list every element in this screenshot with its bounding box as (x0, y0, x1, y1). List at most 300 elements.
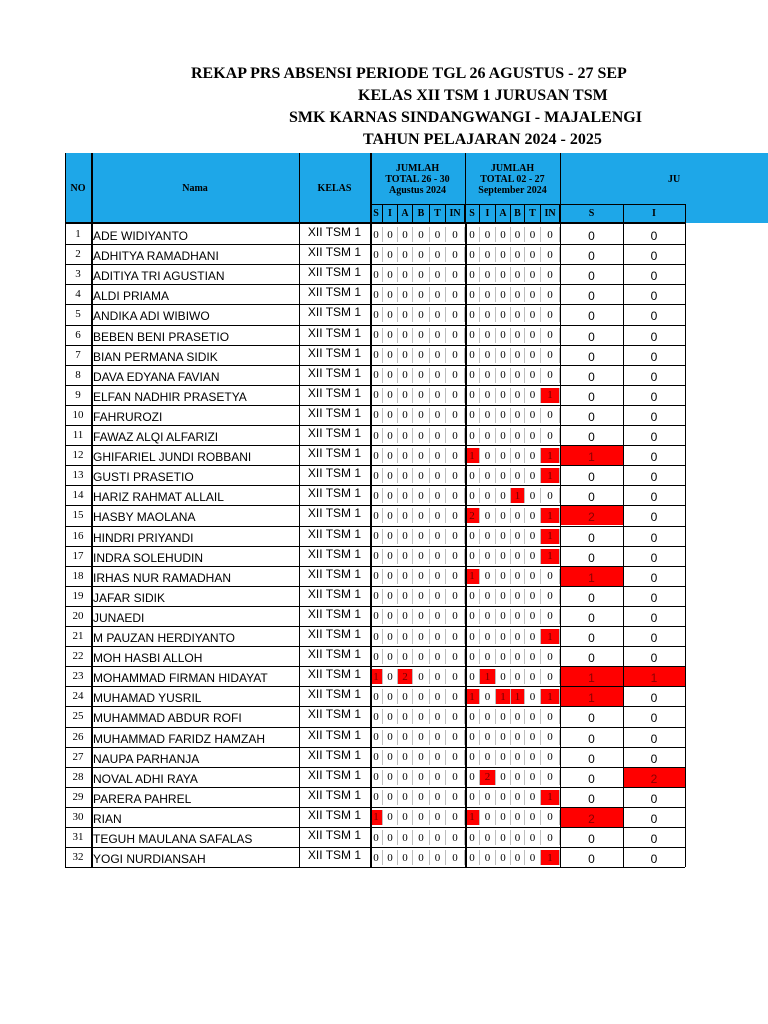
count-september-t: 0 (525, 247, 541, 262)
row-rule (65, 546, 685, 547)
count-agustus-s: 1 (370, 669, 383, 684)
row-number: 27 (72, 750, 84, 763)
table-border-left (65, 153, 66, 867)
row-number: 9 (75, 388, 81, 401)
count-september-s: 0 (465, 468, 480, 483)
subheader-september-t: T (525, 205, 541, 222)
count-september-a: 0 (496, 669, 511, 684)
count-agustus-a: 0 (398, 448, 413, 463)
count-september-b: 0 (511, 287, 525, 302)
count-agustus-a: 0 (398, 830, 413, 845)
count-september-in: 0 (541, 589, 560, 604)
count-agustus-in: 0 (446, 508, 465, 523)
count-september-s: 0 (465, 267, 480, 282)
total-i: 0 (650, 751, 658, 766)
count-agustus-i: 0 (383, 609, 398, 624)
total-s: 0 (588, 470, 595, 485)
count-september-s: 0 (465, 368, 480, 383)
count-september-a: 0 (496, 267, 511, 282)
count-agustus-i: 0 (383, 307, 398, 322)
header-rule-bottom (65, 222, 685, 224)
class-title: KELAS XII TSM 1 JURUSAN TSM (358, 87, 608, 104)
row-rule (65, 445, 685, 446)
total-s: 0 (588, 631, 595, 645)
row-number: 7 (75, 348, 81, 361)
row-rule (65, 626, 685, 627)
count-agustus-a: 0 (398, 569, 413, 584)
count-agustus-a: 0 (398, 850, 413, 865)
table-row (65, 847, 685, 867)
student-class: XII TSM 1 (307, 627, 362, 641)
count-september-in: 0 (541, 569, 560, 584)
row-number: 19 (72, 589, 84, 602)
count-september-a: 0 (496, 549, 511, 564)
count-september-b: 0 (511, 669, 525, 684)
count-september-t: 0 (525, 408, 541, 423)
count-agustus-i: 0 (383, 709, 398, 724)
count-agustus-i: 0 (383, 287, 398, 302)
column-divider (465, 222, 467, 867)
total-i: 0 (650, 711, 658, 726)
count-agustus-a: 0 (398, 649, 413, 664)
student-class: XII TSM 1 (307, 848, 362, 863)
count-agustus-b: 0 (413, 287, 430, 302)
table-row (65, 264, 685, 284)
count-agustus-b: 0 (413, 348, 430, 363)
count-agustus-i: 0 (383, 750, 398, 765)
count-september-a: 0 (496, 448, 511, 463)
student-name: HASBY MAOLANA (93, 510, 196, 525)
count-september-b: 0 (511, 629, 525, 644)
student-class: XII TSM 1 (307, 546, 362, 561)
count-september-t: 0 (525, 529, 541, 544)
student-name: IRHAS NUR RAMADHAN (93, 570, 232, 585)
count-september-in: 0 (541, 730, 560, 745)
total-i: 0 (650, 490, 658, 505)
count-september-a: 0 (496, 770, 511, 785)
row-rule (65, 465, 685, 466)
count-september-b: 0 (511, 649, 525, 664)
student-name: INDRA SOLEHUDIN (93, 550, 204, 565)
table-row (65, 767, 685, 787)
count-september-i: 0 (480, 448, 496, 463)
count-agustus-b: 0 (413, 730, 430, 745)
table-row (65, 284, 685, 304)
student-class: XII TSM 1 (307, 606, 362, 621)
count-september-s: 0 (465, 850, 480, 865)
count-agustus-t: 0 (430, 609, 446, 624)
row-rule (65, 526, 685, 527)
count-september-a: 0 (496, 830, 511, 845)
count-agustus-a: 0 (398, 689, 413, 704)
count-agustus-t: 0 (430, 770, 446, 785)
count-agustus-b: 0 (413, 267, 430, 282)
header-kelas: KELAS (317, 182, 352, 194)
count-september-b: 1 (511, 488, 525, 503)
row-number: 32 (72, 851, 84, 864)
row-number: 2 (75, 248, 81, 261)
total-i: 0 (650, 269, 658, 284)
count-september-i: 0 (480, 508, 496, 523)
table-row (65, 566, 685, 586)
count-agustus-i: 0 (383, 468, 398, 483)
count-agustus-b: 0 (413, 649, 430, 664)
student-class: XII TSM 1 (307, 787, 362, 802)
count-agustus-t: 0 (430, 649, 446, 664)
count-agustus-in: 0 (446, 730, 465, 745)
count-agustus-s: 0 (370, 267, 383, 282)
row-rule (65, 385, 685, 386)
table-row (65, 666, 685, 686)
total-i: 0 (650, 349, 658, 364)
student-class: XII TSM 1 (307, 667, 362, 682)
total-s: 0 (588, 731, 595, 746)
table-row (65, 405, 685, 425)
count-september-s: 1 (465, 689, 480, 704)
total-s: 0 (588, 329, 595, 344)
count-september-t: 0 (525, 830, 541, 845)
count-september-i: 2 (480, 770, 496, 785)
student-name: HINDRI PRIYANDI (93, 530, 194, 545)
count-agustus-b: 0 (413, 750, 430, 765)
total-i: 0 (650, 309, 658, 324)
count-september-i: 0 (480, 609, 496, 624)
count-agustus-t: 0 (430, 689, 446, 704)
count-agustus-b: 0 (413, 368, 430, 383)
row-rule (65, 867, 685, 868)
count-september-in: 0 (541, 830, 560, 845)
row-rule (65, 706, 685, 707)
count-agustus-in: 0 (446, 669, 465, 684)
total-s: 0 (588, 309, 595, 324)
count-agustus-a: 0 (398, 549, 413, 564)
student-name: MUHAMMAD FARIDZ HAMZAH (93, 731, 265, 746)
count-september-b: 0 (511, 267, 525, 282)
table-row (65, 224, 685, 244)
count-agustus-b: 0 (413, 609, 430, 624)
total-s: 0 (588, 832, 595, 846)
count-september-b: 0 (511, 307, 525, 322)
count-agustus-t: 0 (430, 227, 446, 242)
count-september-b: 0 (511, 408, 525, 423)
total-i: 0 (650, 832, 658, 846)
count-september-a: 0 (496, 328, 511, 343)
total-s: 0 (588, 751, 595, 766)
count-september-b: 0 (511, 569, 525, 584)
count-september-a: 1 (496, 689, 511, 704)
count-agustus-t: 0 (430, 629, 446, 644)
count-september-t: 0 (525, 468, 541, 483)
count-september-in: 0 (541, 770, 560, 785)
student-class: XII TSM 1 (307, 245, 362, 260)
count-september-in: 0 (541, 609, 560, 624)
count-agustus-in: 0 (446, 448, 465, 463)
count-september-i: 0 (480, 247, 496, 262)
count-agustus-b: 0 (413, 468, 430, 483)
count-september-in: 0 (541, 810, 560, 825)
table-row (65, 546, 685, 566)
table-row (65, 807, 685, 827)
count-agustus-i: 0 (383, 368, 398, 383)
total-i: 0 (650, 510, 658, 525)
count-agustus-a: 0 (398, 629, 413, 644)
row-rule (65, 505, 685, 506)
count-september-s: 0 (465, 529, 480, 544)
count-agustus-t: 0 (430, 589, 446, 604)
table-row (65, 505, 685, 525)
total-s: 0 (588, 651, 595, 666)
row-rule (65, 606, 685, 607)
count-september-b: 0 (511, 730, 525, 745)
total-s: 0 (588, 530, 595, 545)
subheader-agustus-s: S (370, 205, 383, 222)
count-september-in: 1 (541, 689, 560, 704)
count-agustus-t: 0 (430, 267, 446, 282)
count-september-s: 0 (465, 790, 480, 805)
count-september-i: 0 (480, 307, 496, 322)
count-september-t: 0 (525, 307, 541, 322)
row-number: 13 (72, 469, 84, 482)
table-row (65, 586, 685, 606)
count-september-i: 0 (480, 408, 496, 423)
count-september-i: 0 (480, 569, 496, 584)
table-row (65, 485, 685, 505)
count-september-s: 0 (465, 609, 480, 624)
count-september-t: 0 (525, 709, 541, 724)
count-agustus-s: 0 (370, 850, 383, 865)
count-agustus-in: 0 (446, 609, 465, 624)
count-september-s: 0 (465, 328, 480, 343)
row-rule (65, 365, 685, 366)
count-september-t: 0 (525, 850, 541, 865)
row-number: 11 (72, 429, 84, 441)
header-block-cut: JU (668, 173, 681, 185)
count-september-i: 0 (480, 730, 496, 745)
count-agustus-s: 0 (370, 689, 383, 704)
total-s: 0 (588, 249, 595, 264)
count-agustus-s: 0 (370, 448, 383, 463)
subheader-september-a: A (496, 205, 511, 222)
total-s: 0 (588, 430, 595, 444)
student-name: MOHAMMAD FIRMAN HIDAYAT (93, 671, 268, 686)
row-rule (65, 325, 685, 326)
count-september-b: 0 (511, 428, 525, 443)
row-number: 28 (72, 770, 84, 783)
student-class: XII TSM 1 (307, 707, 362, 722)
table-row (65, 606, 685, 626)
count-agustus-s: 0 (370, 649, 383, 664)
student-class: XII TSM 1 (307, 586, 362, 601)
count-september-in: 1 (541, 468, 560, 483)
count-agustus-in: 0 (446, 589, 465, 604)
count-agustus-i: 0 (383, 730, 398, 745)
subheader-september-s: S (465, 205, 480, 222)
count-september-a: 0 (496, 790, 511, 805)
student-name: MOH HASBI ALLOH (93, 651, 203, 666)
count-agustus-a: 0 (398, 307, 413, 322)
count-agustus-a: 0 (398, 328, 413, 343)
student-name: HARIZ RAHMAT ALLAIL (93, 490, 224, 505)
count-september-b: 0 (511, 227, 525, 242)
row-number: 26 (72, 730, 84, 743)
count-agustus-t: 0 (430, 750, 446, 765)
count-september-t: 0 (525, 629, 541, 644)
count-agustus-i: 0 (383, 448, 398, 463)
count-agustus-t: 0 (430, 810, 446, 825)
count-agustus-in: 0 (446, 629, 465, 644)
count-agustus-a: 0 (398, 508, 413, 523)
count-agustus-t: 0 (430, 388, 446, 403)
table-row (65, 747, 685, 767)
count-september-i: 0 (480, 388, 496, 403)
row-rule (65, 807, 685, 808)
count-agustus-t: 0 (430, 569, 446, 584)
count-september-i: 0 (480, 328, 496, 343)
count-agustus-a: 0 (398, 428, 413, 443)
total-s: 2 (560, 807, 623, 827)
row-number: 16 (72, 529, 84, 542)
count-september-t: 0 (525, 328, 541, 343)
count-september-b: 0 (511, 589, 525, 604)
count-agustus-s: 0 (370, 227, 383, 242)
count-agustus-s: 0 (370, 569, 383, 584)
count-agustus-a: 0 (398, 247, 413, 262)
count-agustus-a: 0 (398, 770, 413, 785)
total-s: 0 (588, 711, 595, 726)
count-agustus-s: 0 (370, 508, 383, 523)
total-i: 0 (650, 651, 658, 666)
count-september-a: 0 (496, 227, 511, 242)
total-i: 0 (650, 369, 658, 384)
count-september-i: 0 (480, 629, 496, 644)
header-divider (299, 153, 300, 223)
row-rule (65, 405, 685, 406)
count-september-b: 0 (511, 328, 525, 343)
count-september-in: 0 (541, 328, 560, 343)
count-agustus-a: 0 (398, 709, 413, 724)
total-i: 0 (650, 570, 658, 585)
count-september-b: 0 (511, 368, 525, 383)
count-september-i: 0 (480, 830, 496, 845)
count-agustus-in: 0 (446, 750, 465, 765)
count-september-t: 0 (525, 689, 541, 704)
count-september-b: 0 (511, 348, 525, 363)
count-september-b: 0 (511, 508, 525, 523)
count-september-s: 0 (465, 669, 480, 684)
count-september-a: 0 (496, 649, 511, 664)
student-class: XII TSM 1 (307, 466, 362, 481)
total-i: 0 (650, 610, 658, 625)
table-row (65, 827, 685, 847)
count-agustus-i: 0 (383, 247, 398, 262)
count-september-in: 1 (541, 629, 560, 644)
count-september-t: 0 (525, 649, 541, 664)
count-agustus-s: 0 (370, 589, 383, 604)
table-row (65, 526, 685, 546)
count-september-b: 0 (511, 448, 525, 463)
count-agustus-in: 0 (446, 428, 465, 443)
student-name: PARERA PAHREL (93, 791, 192, 806)
count-september-t: 0 (525, 609, 541, 624)
count-september-in: 0 (541, 368, 560, 383)
total-s: 0 (588, 852, 595, 867)
count-agustus-t: 0 (430, 709, 446, 724)
row-number: 20 (72, 609, 84, 622)
count-september-i: 0 (480, 549, 496, 564)
row-rule (65, 586, 685, 587)
student-name: ALDI PRIAMA (93, 289, 170, 304)
school-title: SMK KARNAS SINDANGWANGI - MAJALENGI (289, 109, 642, 126)
count-september-a: 0 (496, 388, 511, 403)
row-rule (65, 787, 685, 788)
count-september-b: 0 (511, 790, 525, 805)
total-s: 0 (588, 791, 595, 806)
count-agustus-b: 0 (413, 770, 430, 785)
student-class: XII TSM 1 (307, 687, 362, 702)
count-agustus-s: 0 (370, 408, 383, 423)
row-rule (65, 304, 685, 305)
total-i: 0 (650, 470, 658, 485)
count-agustus-t: 0 (430, 790, 446, 805)
table-row (65, 325, 685, 345)
count-agustus-in: 0 (446, 307, 465, 322)
count-agustus-i: 0 (383, 810, 398, 825)
count-september-b: 0 (511, 830, 525, 845)
table-row (65, 706, 685, 726)
column-divider (91, 153, 93, 867)
count-september-a: 0 (496, 408, 511, 423)
count-agustus-s: 0 (370, 368, 383, 383)
count-september-s: 0 (465, 348, 480, 363)
count-agustus-in: 0 (446, 388, 465, 403)
count-agustus-s: 1 (370, 810, 383, 825)
count-agustus-in: 0 (446, 227, 465, 242)
row-number: 6 (75, 328, 81, 341)
row-rule (65, 284, 685, 285)
total-i: 0 (650, 389, 658, 404)
row-rule (65, 264, 685, 265)
count-agustus-a: 0 (398, 790, 413, 805)
total-i: 0 (650, 329, 658, 344)
total-i: 0 (650, 811, 658, 826)
count-agustus-in: 0 (446, 649, 465, 664)
count-agustus-in: 0 (446, 810, 465, 825)
count-september-i: 0 (480, 589, 496, 604)
student-class: XII TSM 1 (307, 265, 362, 280)
count-september-a: 0 (496, 428, 511, 443)
count-september-s: 0 (465, 408, 480, 423)
count-agustus-b: 0 (413, 689, 430, 704)
count-agustus-s: 0 (370, 750, 383, 765)
count-september-t: 0 (525, 770, 541, 785)
count-agustus-b: 0 (413, 488, 430, 503)
student-class: XII TSM 1 (307, 405, 362, 420)
total-i: 0 (650, 409, 658, 424)
row-number: 24 (72, 690, 84, 703)
count-september-s: 0 (465, 307, 480, 322)
count-september-t: 0 (525, 569, 541, 584)
table-row (65, 244, 685, 264)
total-i: 0 (650, 450, 658, 465)
row-number: 1 (75, 228, 81, 240)
row-rule (65, 646, 685, 647)
header-rule (370, 204, 685, 205)
total-i: 0 (650, 852, 658, 867)
count-september-s: 0 (465, 549, 480, 564)
count-september-s: 0 (465, 589, 480, 604)
count-september-t: 0 (525, 287, 541, 302)
subheader-september-i: I (480, 205, 496, 222)
